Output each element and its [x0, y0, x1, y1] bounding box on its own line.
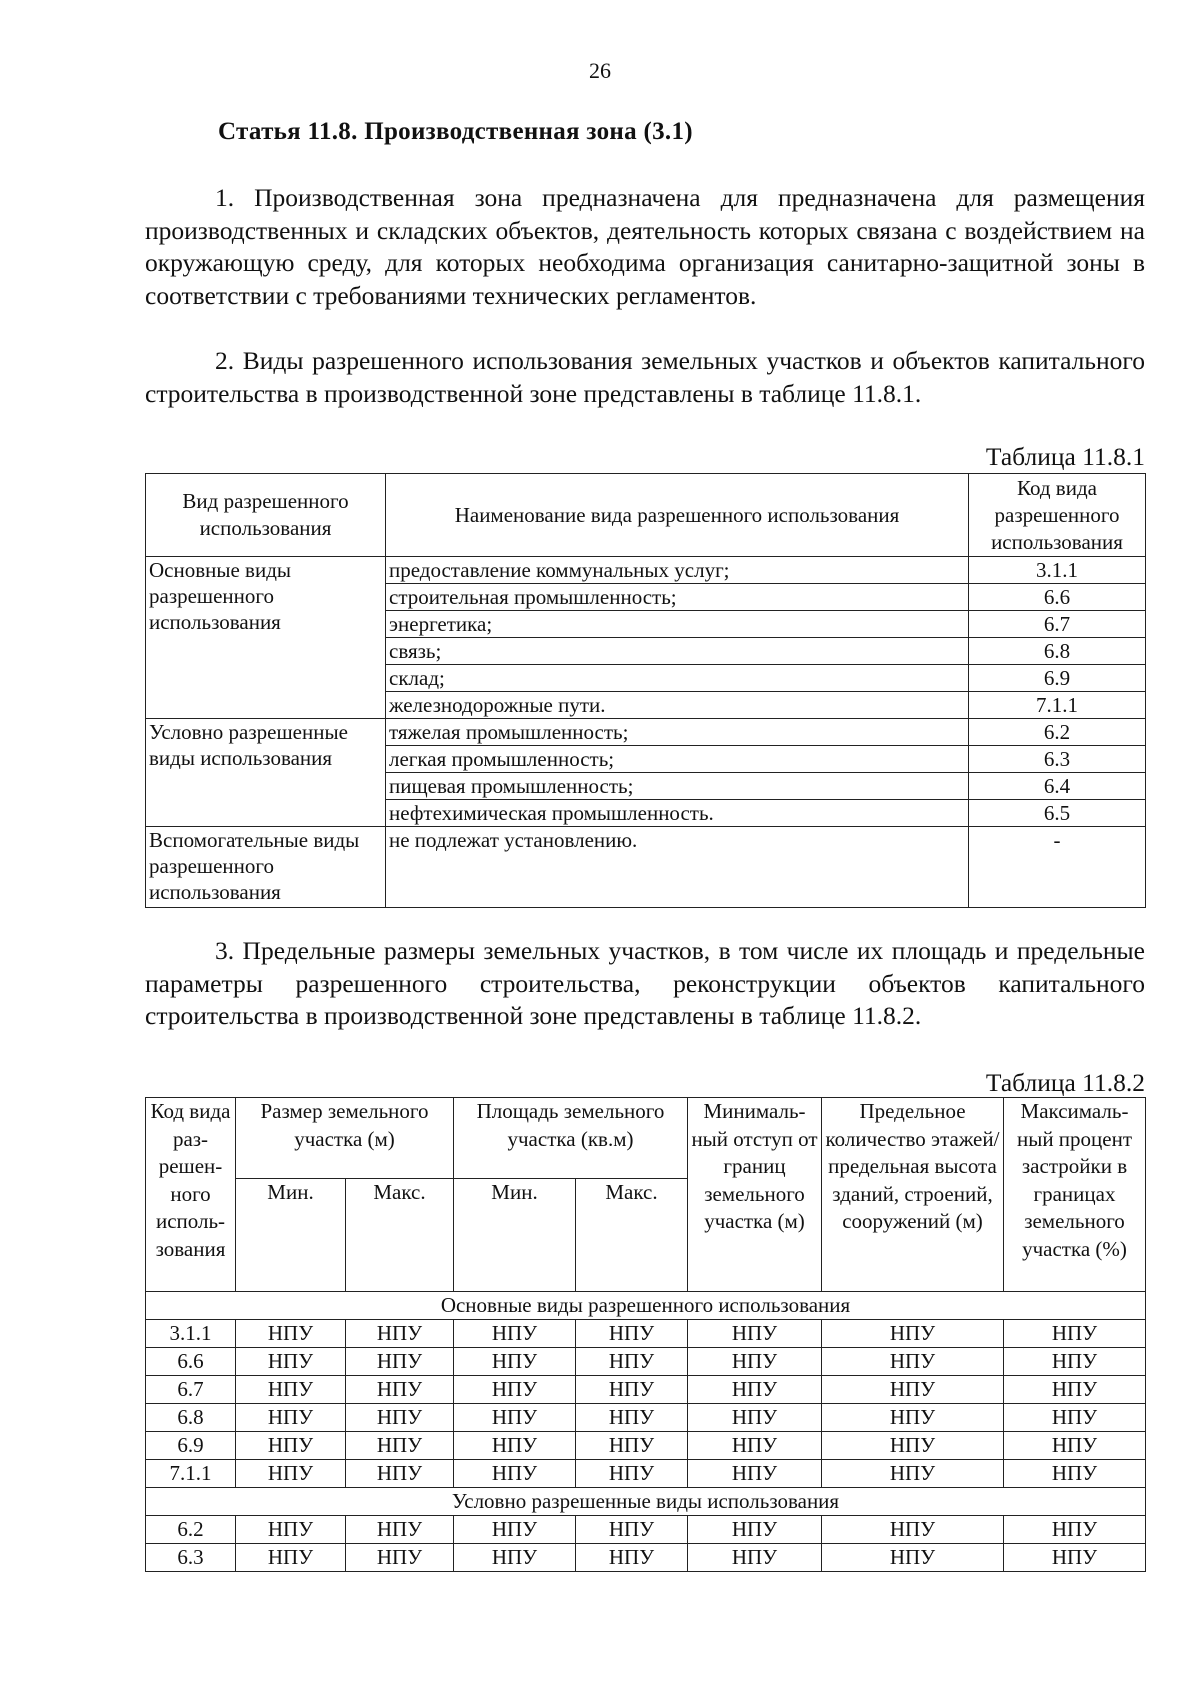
- table-2-header-row: [146, 1098, 1146, 1179]
- table-1-use-name: легкая промышленность;: [386, 746, 969, 773]
- table-2-value-cell: НПУ: [576, 1404, 688, 1432]
- table-1-use-code: 6.8: [969, 638, 1146, 665]
- table-2-value-cell: НПУ: [1004, 1432, 1146, 1460]
- table-2-value-cell: НПУ: [236, 1404, 346, 1432]
- table-1-use-name: энергетика;: [386, 611, 969, 638]
- table-2-value-cell: НПУ: [236, 1516, 346, 1544]
- table-2-code-cell: 3.1.1: [146, 1320, 236, 1348]
- table-2-header-cell: Код вида раз-решен-ного исполь-зования: [146, 1098, 236, 1292]
- article-heading: Статья 11.8. Производственная зона (3.1): [218, 118, 693, 145]
- table-2-value-cell: НПУ: [454, 1320, 576, 1348]
- table-2-value-cell: НПУ: [236, 1376, 346, 1404]
- table-1-header-cell: Наименование вида разрешенного использования: [386, 474, 969, 557]
- table-2-header-cell: Максималь-ный процент застройки в границах земельного участка (%): [1004, 1098, 1146, 1292]
- table-2-value-cell: НПУ: [822, 1404, 1004, 1432]
- table-2-value-cell: НПУ: [1004, 1516, 1146, 1544]
- table-2-code-cell: 6.7: [146, 1376, 236, 1404]
- table-2-row: [146, 1516, 1146, 1544]
- table-2-value-cell: НПУ: [346, 1348, 454, 1376]
- table-2-value-cell: НПУ: [346, 1432, 454, 1460]
- table-2-value-cell: НПУ: [454, 1544, 576, 1572]
- paragraph-2: [145, 345, 1145, 410]
- table-1-use-name: нефтехимическая промышленность.: [386, 800, 969, 827]
- table-1-use-name: предоставление коммунальных услуг;: [386, 557, 969, 584]
- paragraph-1-text: 1. Производственная зона предназначена для предназначена для размещения производственных и складских объектов, деятельность которых связана с воздействием на окружающую среду, для которых необходима организация санитарно-защитной зоны в соответствии с требованиями технических регламентов.: [145, 183, 1145, 310]
- table-2: [145, 1097, 1146, 1572]
- table-2-value-cell: НПУ: [576, 1320, 688, 1348]
- table-1-row: [146, 827, 1146, 908]
- table-2-subheader-cell: Макс.: [346, 1179, 454, 1292]
- table-1-row: [146, 719, 1146, 746]
- table-1-group-label: Основные виды разрешенного использования: [146, 557, 386, 719]
- table-2-value-cell: НПУ: [688, 1516, 822, 1544]
- table-2-value-cell: НПУ: [822, 1460, 1004, 1488]
- table-2-value-cell: НПУ: [576, 1432, 688, 1460]
- table-2-value-cell: НПУ: [576, 1544, 688, 1572]
- table-2-value-cell: НПУ: [688, 1404, 822, 1432]
- table-2-value-cell: НПУ: [688, 1460, 822, 1488]
- table-1-use-code: 6.6: [969, 584, 1146, 611]
- table-2-value-cell: НПУ: [236, 1320, 346, 1348]
- table-2-value-cell: НПУ: [236, 1460, 346, 1488]
- table-2-value-cell: НПУ: [236, 1432, 346, 1460]
- table-1-use-name: железнодорожные пути.: [386, 692, 969, 719]
- table-2-value-cell: НПУ: [454, 1432, 576, 1460]
- table-2-value-cell: НПУ: [688, 1348, 822, 1376]
- table-1-group-label: Вспомогательные виды разрешенного использования: [146, 827, 386, 908]
- table-2-value-cell: НПУ: [1004, 1544, 1146, 1572]
- table-2-value-cell: НПУ: [688, 1376, 822, 1404]
- table-2-header-cell: Минималь-ный отступ от границ земельного участка (м): [688, 1098, 822, 1292]
- table-2-row: [146, 1432, 1146, 1460]
- table-2-value-cell: НПУ: [346, 1460, 454, 1488]
- table-2-row: [146, 1544, 1146, 1572]
- table-1-header-cell: Код вида разрешенного использования: [969, 474, 1146, 557]
- table-2-subheader-cell: Мин.: [236, 1179, 346, 1292]
- table-2-value-cell: НПУ: [1004, 1404, 1146, 1432]
- table-1-use-code: -: [969, 827, 1146, 908]
- table-2-value-cell: НПУ: [236, 1544, 346, 1572]
- table-1-use-name: склад;: [386, 665, 969, 692]
- table-2-code-cell: 6.2: [146, 1516, 236, 1544]
- table-2-caption: Таблица 11.8.2: [985, 1068, 1145, 1097]
- table-1-header-row: [146, 474, 1146, 557]
- table-2-code-cell: 6.3: [146, 1544, 236, 1572]
- table-2-value-cell: НПУ: [346, 1516, 454, 1544]
- table-2-section-title: Основные виды разрешенного использования: [146, 1292, 1146, 1320]
- table-2-code-cell: 7.1.1: [146, 1460, 236, 1488]
- table-1-use-name: строительная промышленность;: [386, 584, 969, 611]
- table-1-use-code: 6.7: [969, 611, 1146, 638]
- table-2-value-cell: НПУ: [822, 1320, 1004, 1348]
- table-2-section-row: [146, 1488, 1146, 1516]
- table-1-use-code: 6.4: [969, 773, 1146, 800]
- table-1-use-code: 6.5: [969, 800, 1146, 827]
- table-2-value-cell: НПУ: [1004, 1376, 1146, 1404]
- table-2-value-cell: НПУ: [822, 1432, 1004, 1460]
- table-2-section-title: Условно разрешенные виды использования: [146, 1488, 1146, 1516]
- table-2-value-cell: НПУ: [576, 1348, 688, 1376]
- paragraph-2-text: 2. Виды разрешенного использования земельных участков и объектов капитального строительства в производственной зоне представлены в таблице 11.8.1.: [145, 346, 1145, 408]
- table-2-value-cell: НПУ: [236, 1348, 346, 1376]
- table-1-use-code: 3.1.1: [969, 557, 1146, 584]
- table-2-code-cell: 6.8: [146, 1404, 236, 1432]
- table-2-code-cell: 6.9: [146, 1432, 236, 1460]
- table-1-use-code: 6.3: [969, 746, 1146, 773]
- table-2-subheader-cell: Макс.: [576, 1179, 688, 1292]
- table-2-code-cell: 6.6: [146, 1348, 236, 1376]
- table-2-subheader-cell: Мин.: [454, 1179, 576, 1292]
- table-1-use-name: не подлежат установлению.: [386, 827, 969, 908]
- table-2-value-cell: НПУ: [346, 1376, 454, 1404]
- table-1-use-name: связь;: [386, 638, 969, 665]
- table-2-value-cell: НПУ: [454, 1376, 576, 1404]
- table-1-group-label: Условно разрешенные виды использования: [146, 719, 386, 827]
- table-2-row: [146, 1404, 1146, 1432]
- table-2-value-cell: НПУ: [1004, 1460, 1146, 1488]
- table-2-value-cell: НПУ: [576, 1516, 688, 1544]
- table-2-row: [146, 1460, 1146, 1488]
- table-2-value-cell: НПУ: [454, 1348, 576, 1376]
- table-2-value-cell: НПУ: [822, 1544, 1004, 1572]
- table-2-value-cell: НПУ: [688, 1544, 822, 1572]
- table-2-header-cell: Предельное количество этажей/ предельная высота зданий, строений, сооружений (м): [822, 1098, 1004, 1292]
- table-2-value-cell: НПУ: [346, 1544, 454, 1572]
- table-1-caption: Таблица 11.8.1: [985, 442, 1145, 471]
- table-2-value-cell: НПУ: [454, 1460, 576, 1488]
- table-2-section-row: [146, 1292, 1146, 1320]
- table-2-value-cell: НПУ: [822, 1348, 1004, 1376]
- page-number: 26: [589, 58, 611, 83]
- table-2-value-cell: НПУ: [576, 1460, 688, 1488]
- table-1-use-name: тяжелая промышленность;: [386, 719, 969, 746]
- table-2-value-cell: НПУ: [454, 1516, 576, 1544]
- table-2-header-cell: Размер земельного участка (м): [236, 1098, 454, 1179]
- table-2-header-cell: Площадь земельного участка (кв.м): [454, 1098, 688, 1179]
- table-1-row: [146, 557, 1146, 584]
- table-2-value-cell: НПУ: [822, 1376, 1004, 1404]
- table-1: [145, 473, 1146, 908]
- table-2-value-cell: НПУ: [688, 1432, 822, 1460]
- table-1-use-code: 6.2: [969, 719, 1146, 746]
- table-2-row: [146, 1348, 1146, 1376]
- table-2-value-cell: НПУ: [688, 1320, 822, 1348]
- table-2-value-cell: НПУ: [346, 1320, 454, 1348]
- table-2-value-cell: НПУ: [454, 1404, 576, 1432]
- table-2-value-cell: НПУ: [1004, 1320, 1146, 1348]
- table-1-use-code: 6.9: [969, 665, 1146, 692]
- table-1-use-name: пищевая промышленность;: [386, 773, 969, 800]
- table-2-value-cell: НПУ: [346, 1404, 454, 1432]
- paragraph-3: [145, 935, 1145, 1033]
- table-2-value-cell: НПУ: [576, 1376, 688, 1404]
- paragraph-1: [145, 182, 1145, 312]
- table-2-row: [146, 1320, 1146, 1348]
- table-2-value-cell: НПУ: [1004, 1348, 1146, 1376]
- table-1-use-code: 7.1.1: [969, 692, 1146, 719]
- table-2-row: [146, 1376, 1146, 1404]
- table-2-value-cell: НПУ: [822, 1516, 1004, 1544]
- table-1-header-cell: Вид разрешенного использования: [146, 474, 386, 557]
- paragraph-3-text: 3. Предельные размеры земельных участков, в том числе их площадь и предельные параметры разрешенного строительства, реконструкции объектов капитального строительства в производственной зоне представлены в таблице 11.8.2.: [145, 936, 1145, 1030]
